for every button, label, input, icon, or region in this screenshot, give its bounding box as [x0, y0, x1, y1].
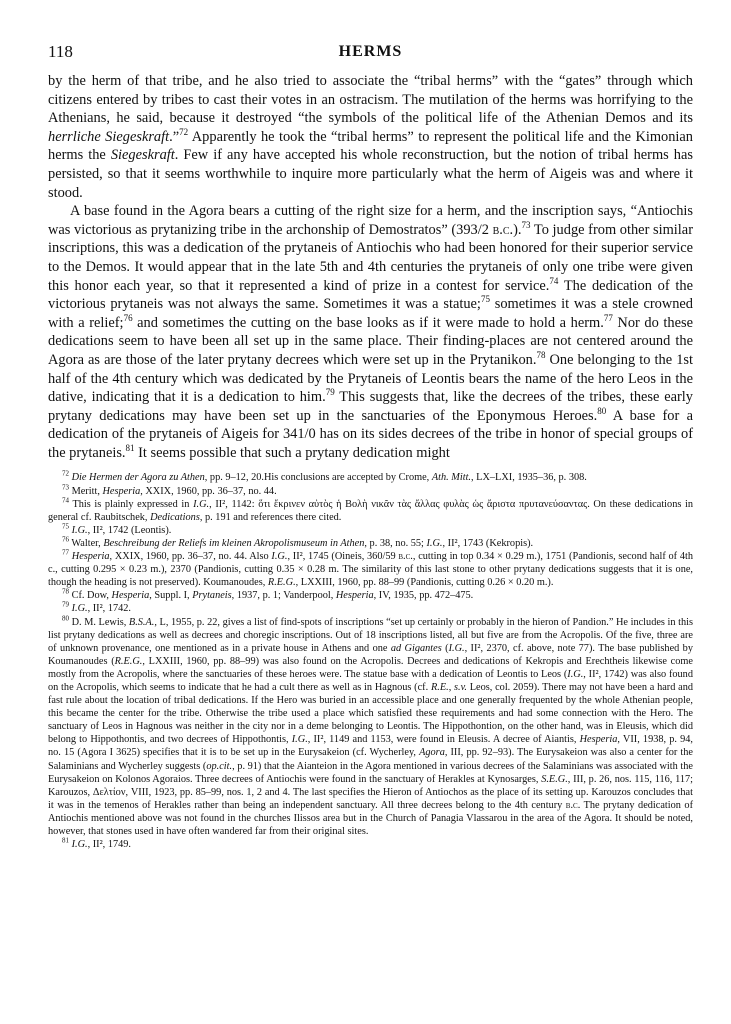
text-run: , LXXIII, 1960, pp. 88–99 (Pandionis, cutting 0.26 × 0.20 m.). — [295, 577, 554, 589]
small-caps-text: b.c. — [492, 221, 514, 238]
italic-text: s.v. — [454, 681, 467, 693]
text-run: , III, p. 26, nos. 115, 116, 117; Karouzos, Δελτίον, VIII, 1923, pp. 85–99, nos. 1, 2 and 4. The last specifies the Hieron of Antiochos as the place of its setting up. Karouzos concludes that it was in the temenos of Herakles rather than being an independent sanctuary. All three decrees belong to the 4th century — [48, 773, 693, 811]
footnote — [48, 471, 693, 484]
italic-text: Agora — [419, 747, 445, 759]
italic-text: I.G. — [193, 498, 210, 510]
footnote-number: 75 — [62, 522, 69, 531]
text-run: , pp. 9–12, 20.His conclusions are accepted by Crome, — [204, 472, 432, 484]
footnote-ref: 74 — [549, 275, 559, 286]
body-text — [48, 72, 693, 462]
small-caps-text: b.c. — [398, 551, 413, 563]
text-run: , p. 91) that the Aianteion in the Agora mentioned in various decrees of the Salaminians was associated with the Eurysakeion on Kolonos Agoraios. Three decrees of Antiochis were found in the sanctuary of Herakles at Kynosarges, — [48, 760, 693, 785]
text-run: , II², 1745 (Oineis, 360/59 — [287, 551, 399, 563]
text-run: ). — [513, 221, 522, 238]
text-run: , — [448, 681, 455, 693]
footnote-ref: 75 — [480, 294, 490, 305]
footnote-ref: 78 — [536, 350, 546, 361]
footnote-number: 76 — [62, 535, 69, 544]
paragraph — [48, 202, 693, 462]
italic-text: R.E.G. — [114, 655, 143, 667]
footnote-ref: 79 — [325, 387, 335, 398]
text-run: A base found in the Agora bears a cutting of the right size for a herm, and the inscription says, “Antiochis was victorious as prytanizing tribe in the archonship of Demostratos” (393/2 — [48, 203, 693, 238]
footnote — [48, 498, 693, 524]
small-caps-text: b.c. — [565, 799, 581, 811]
footnote-ref: 77 — [603, 312, 613, 323]
text-run: , 1937, p. 1; Vanderpool, — [231, 590, 336, 602]
italic-text: op.cit. — [206, 760, 233, 772]
footnote — [48, 524, 693, 537]
text-run: , p. 191 and references there cited. — [199, 511, 342, 523]
text-run: , II², 1749. — [87, 839, 132, 851]
footnotes — [48, 471, 693, 851]
italic-text: Dedications — [150, 511, 200, 523]
footnote-ref: 80 — [597, 405, 607, 416]
footnote — [48, 550, 693, 589]
text-run: , Suppl. I, — [149, 590, 193, 602]
italic-text: ad Gigantes — [390, 642, 442, 654]
text-run: A base for a dedication of the prytaneis of Aigeis for 341/0 has on its sides decrees of the tribe in honor of special groups of the prytaneis. — [48, 407, 693, 461]
footnote — [48, 838, 693, 851]
text-run: , II², 1742) was also found on the Acropolis, which seems to indicate that he had a cult there as well as in Hagnous (cf. — [48, 668, 693, 693]
italic-text: Hesperia — [71, 551, 110, 563]
text-run: .” — [169, 128, 180, 145]
text-run: , XXIX, 1960, pp. 36–37, no. 44. Also — [109, 551, 272, 563]
footnote-number: 73 — [62, 483, 69, 492]
italic-text: I.G. — [567, 668, 584, 680]
italic-text: herrliche Siegeskraft — [48, 128, 170, 145]
footnote-ref: 81 — [125, 443, 135, 454]
running-head — [48, 42, 693, 68]
italic-text: Siegeskraft — [110, 147, 175, 164]
text-run: , II², 2370, cf. above, note 77). The base published by Koumanoudes ( — [48, 642, 693, 667]
text-run: It seems possible that such a prytany dedication might — [134, 444, 450, 461]
text-run: sometimes it was a stele crowned with a relief; — [48, 296, 694, 331]
italic-text: Hesperia — [111, 590, 150, 602]
text-run: Walter, — [71, 537, 104, 549]
text-run: by the herm of that tribe, and he also tried to associate the “tribal herms” with the “gates” through which citizens entered by tribes to cast their votes in an ostracism. The mutilation of the herms was horrifying to the Athenians, he said, because it destroyed “the symbols of the political life of the Athenian Demos and its — [48, 73, 693, 127]
text-run: Cf. Dow, — [71, 590, 112, 602]
text-run: , II², 1149 and 1153, were found in Eleusis. A decree of Aiantis, — [307, 734, 580, 746]
italic-text: Hesperia — [579, 734, 618, 746]
text-run: , II², 1142: ὅτι ἔκρινεν αὐτὸς ἡ Βολὴ νικᾶν τὰς ἄλλας φυλὰς ὡς ἄριστα πρυτανεύσαντας. On these dedications in general cf. Raubitschek, — [48, 498, 693, 523]
text-run: The dedication of the victorious prytaneis was not always the same. Sometimes it was a statue; — [48, 277, 693, 313]
italic-text: Hesperia — [335, 590, 374, 602]
italic-text: Prytaneis — [192, 590, 232, 602]
footnote — [48, 602, 693, 615]
italic-text: Ath. Mitt. — [431, 472, 472, 484]
text-run: , III, pp. 92–93). The Eurysakeion was also a center for the Salaminians and Wycherley suggests ( — [48, 747, 693, 772]
text-run: , IV, 1935, pp. 472–475. — [373, 590, 474, 602]
text-run: This suggests that, like the decrees of the tribes, these early prytany dedications may have been set up in the sanctuaries of the Eponymous Heroes. — [48, 389, 694, 424]
text-run: Apparently he took the “tribal herms” to represent the political life and the Kimonian herms the — [48, 128, 694, 164]
italic-text: Hesperia — [102, 485, 141, 497]
footnote-number: 78 — [62, 587, 69, 596]
italic-text: I.G. — [291, 734, 308, 746]
text-run: , LX–LXI, 1935–36, p. 308. — [471, 472, 587, 484]
text-run: and sometimes the cutting on the base looks as if it were made to hold a herm. — [132, 314, 604, 331]
text-run: ( — [441, 642, 449, 654]
text-run: , cutting in top 0.34 × 0.29 m.), 1751 (Pandionis, second half of 4th c., cutting 0.295 × 0.23 m.), 2370 (Pandionis, cutting 0.35 × 0.28 m. The similarity of this last stone to other prytany dedications suggests that it is one, though the heading is not preserved). Koumanoudes, — [48, 551, 694, 589]
footnote — [48, 616, 693, 839]
text-run: The prytany dedication of Antiochis mentioned above was not found in the churches Ilissos area but in the Church of Panagia Vlassarou in the area of the Agora. It should be noted, however, that stones used in have often wandered far from their original sites. — [48, 799, 693, 837]
text-run: , II², 1742 (Leontis). — [87, 524, 172, 536]
footnote-number: 77 — [62, 548, 69, 557]
text-run: , LXXIII, 1960, pp. 88–99) was also found on the Acropolis. Decrees and dedications of Kekropis and Erechtheis likewise come mostly from the Acropolis, where the sanctuaries of these heroes were. The statue base with a dedication of Leontis to Leos ( — [48, 655, 693, 680]
text-run: , L, 1955, p. 22, gives a list of find-spots of inscriptions “set up certainly or probably in the hieron of Pandion.” He includes in this list prytany dedications as well as decrees and choregic inscriptions. Out of 18 inscriptions listed, all but five are from the Acropolis. Of the five, three are of unknown provenance, one mentioned as in a private house in Athens and one — [48, 616, 694, 654]
italic-text: I.G. — [71, 603, 88, 615]
italic-text: Beschreibung der Reliefs im kleinen Akropolismuseum in Athen — [103, 537, 365, 549]
page-number: 118 — [48, 42, 73, 61]
text-run: , II², 1742. — [87, 603, 132, 615]
italic-text: I.G. — [426, 537, 443, 549]
text-run: Leos, col. 2059). There may not have been a hard and fast rule about the location of tribal dedications. If the Hero was buried in an accessible place and one generally frequented by the whole Athenian people, this became the center for the tribe. Otherwise the tribe used a place which satisfied these requirements and had some connection with the Hero. The sanctuary of Leos in Hagnous was neither in the city nor in a deme belonging to Leontis. The Hippothontion, on the other hand, was in Eleusis, which did belong to Hippothontis, and two decrees of Hippothontis, — [48, 681, 693, 746]
text-run: , p. 38, no. 55; — [364, 537, 427, 549]
text-run: D. M. Lewis, — [71, 616, 129, 628]
italic-text: S.E.G. — [541, 773, 568, 785]
text-run: . Few if any have accepted his whole reconstruction, but the notion of tribal herms has persisted, so that it seems worthwhile to inquire more particularly what the herm of Aigeis was and where it stood. — [48, 147, 693, 201]
footnote-number: 80 — [62, 614, 69, 623]
page — [48, 42, 693, 851]
text-run: , XXIX, 1960, pp. 36–37, no. 44. — [140, 485, 277, 497]
text-run: To judge from other similar inscriptions, this was a dedication of the prytaneis of Antiochis who had been honored for their superior service to the Demos. It would appear that in the late 5th and 4th centuries the prytaneis of only one tribe were given this honor each year, so that it represented a kind of prize in a contest for service. — [48, 221, 693, 294]
footnote — [48, 589, 693, 602]
footnote-ref: 72 — [179, 126, 189, 137]
italic-text: B.S.A. — [128, 616, 155, 628]
footnote-number: 74 — [62, 496, 69, 505]
footnote-ref: 73 — [521, 219, 531, 230]
italic-text: Die Hermen der Agora zu Athen — [71, 472, 205, 484]
text-run: , II², 1743 (Kekropis). — [442, 537, 534, 549]
footnote-number: 72 — [62, 470, 69, 479]
italic-text: I.G. — [71, 524, 88, 536]
italic-text: I.G. — [271, 551, 288, 563]
italic-text: R.E. — [430, 681, 449, 693]
paragraph — [48, 72, 693, 202]
text-run: Meritt, — [71, 485, 103, 497]
footnote — [48, 485, 693, 498]
footnote-ref: 76 — [123, 312, 133, 323]
text-run: This is plainly expressed in — [72, 498, 194, 510]
text-run: Nor do these dedications seem to have been all set up in the same place. Their finding-places are not centered around the Agora as are those of the later prytany decrees which were set up in the Prytanikon. — [48, 314, 693, 368]
text-run: , VII, 1938, p. 94, no. 15 (Agora I 3625) specifies that it is to be set up in the Eurysakeion (cf. Wycherley, — [48, 734, 694, 759]
footnote — [48, 537, 693, 550]
italic-text: I.G. — [448, 642, 465, 654]
footnote-number: 79 — [62, 600, 69, 609]
footnote-number: 81 — [62, 836, 69, 845]
running-title: HERMS — [338, 43, 403, 60]
text-run: One belonging to the 1st half of the 4th century which was dedicated by the Prytaneis of Leontis bears the name of the hero Leos in the dative, indicating that it is a dedication to him. — [48, 351, 693, 406]
italic-text: R.E.G. — [267, 577, 296, 589]
italic-text: I.G. — [71, 839, 88, 851]
